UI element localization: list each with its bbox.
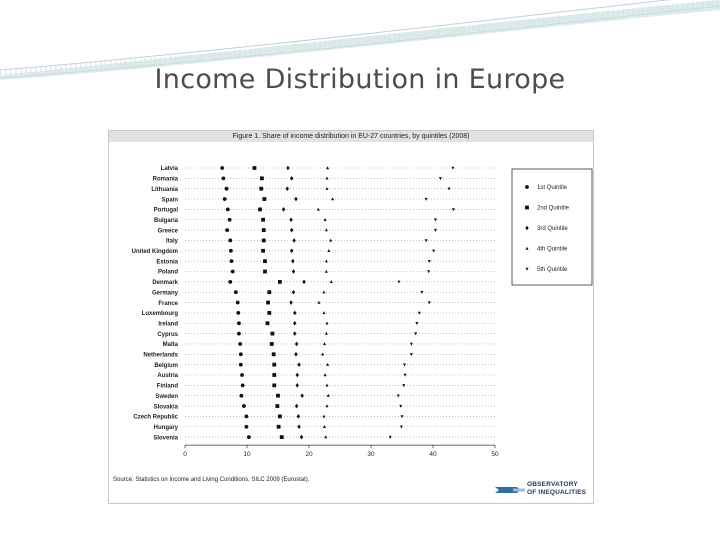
data-point [292, 238, 295, 243]
data-point [418, 312, 421, 315]
data-point [282, 207, 285, 212]
data-point [262, 228, 266, 232]
country-label: Luxembourg [141, 311, 178, 318]
data-point [236, 311, 240, 315]
slide-title: Income Distribution in Europe [154, 64, 566, 95]
country-label: Greece [157, 228, 178, 235]
data-point [261, 249, 265, 253]
data-point [330, 280, 333, 283]
x-tick-label: 30 [367, 451, 375, 459]
data-point [451, 167, 454, 170]
data-point [262, 239, 266, 243]
data-point [226, 208, 230, 212]
country-label: Sweden [155, 393, 178, 400]
data-point [295, 342, 298, 347]
data-point [325, 177, 328, 180]
country-label: United Kingdom [131, 249, 178, 255]
data-point [239, 363, 243, 367]
data-point [220, 166, 224, 170]
data-point [223, 197, 227, 201]
country-label: Bulgaria [153, 217, 178, 224]
country-label: Czech Republic [133, 414, 178, 421]
data-point [242, 404, 246, 408]
data-point [267, 311, 271, 315]
data-point [222, 176, 226, 180]
data-point [228, 218, 232, 222]
data-point [425, 198, 428, 201]
data-point [325, 321, 328, 324]
data-point [259, 187, 263, 191]
country-label: Cyprus [157, 331, 178, 338]
data-point [292, 290, 295, 295]
data-point [293, 331, 296, 336]
country-label: Slovenia [153, 435, 178, 442]
data-point [253, 166, 257, 170]
data-point [272, 352, 276, 356]
data-point [260, 176, 264, 180]
data-point [297, 414, 300, 419]
country-label: Ireland [158, 321, 178, 328]
country-label: Lithuania [151, 186, 178, 193]
data-point [229, 249, 233, 253]
data-point [300, 393, 303, 398]
logo-line-1: OBSERVATORY [527, 481, 578, 488]
quintile-dot-chart [109, 131, 593, 476]
x-tick-label: 50 [491, 451, 499, 459]
x-tick-label: 40 [429, 451, 437, 459]
data-point [228, 280, 232, 284]
data-point [292, 269, 295, 274]
data-point [293, 311, 296, 316]
data-point [237, 332, 241, 336]
data-point [266, 301, 270, 305]
data-point [322, 290, 325, 293]
data-point [263, 270, 267, 274]
observatory-logo-text [527, 481, 586, 497]
country-label: Finland [156, 383, 178, 390]
country-label: Austria [157, 373, 178, 380]
data-point [291, 259, 294, 264]
data-point [325, 404, 328, 407]
country-label: Latvia [160, 166, 178, 173]
logo-line-2: OF INEQUALITIES [527, 489, 587, 496]
country-label: Italy [165, 238, 178, 245]
data-point [293, 321, 296, 326]
legend-label: 5th Quintile [537, 267, 568, 274]
data-point [225, 187, 229, 191]
data-point [290, 249, 293, 254]
data-point [297, 424, 300, 429]
country-label: Malta [162, 342, 178, 349]
country-label: Portugal [153, 207, 178, 214]
country-label: Romania [152, 176, 178, 183]
data-point [230, 259, 234, 263]
data-point [272, 363, 276, 367]
data-point [278, 280, 282, 284]
observatory-logo [495, 479, 591, 501]
data-point [434, 219, 437, 222]
country-label: Germany [151, 290, 178, 297]
data-point [325, 228, 328, 231]
data-point [272, 373, 276, 377]
data-point [322, 415, 325, 418]
data-point [258, 208, 262, 212]
data-point [325, 332, 328, 335]
data-point [263, 259, 267, 263]
data-point [286, 166, 289, 171]
data-point [276, 394, 280, 398]
country-label: Hungary [153, 424, 178, 431]
data-point [277, 425, 281, 429]
legend-label: 4th Quintile [537, 246, 568, 253]
data-point [240, 394, 244, 398]
data-point [322, 311, 325, 314]
data-point [272, 383, 276, 387]
data-point [415, 322, 418, 325]
data-point [239, 352, 243, 356]
data-point [325, 270, 328, 273]
data-point [247, 435, 251, 439]
x-tick-label: 0 [183, 451, 187, 459]
data-point [428, 260, 431, 263]
data-point [289, 300, 292, 305]
legend-marker [525, 185, 529, 189]
legend-label: 1st Quintile [537, 185, 568, 192]
data-point [271, 332, 275, 336]
observatory-logo-mark [495, 485, 525, 495]
data-point [270, 342, 274, 346]
data-point [297, 362, 300, 367]
data-point [401, 415, 404, 418]
data-point [400, 426, 403, 429]
legend-label: 3rd Quintile [537, 226, 568, 233]
data-point [324, 435, 327, 438]
data-point [439, 177, 442, 180]
data-point [294, 197, 297, 202]
country-label: Slovakia [153, 404, 178, 411]
country-label: Poland [157, 269, 178, 276]
data-point [261, 218, 265, 222]
data-point [290, 228, 293, 233]
data-point [231, 270, 235, 274]
country-label: Spain [161, 197, 178, 204]
data-point [295, 404, 298, 409]
data-point [427, 270, 430, 273]
country-label: Belgium [154, 362, 178, 369]
data-point [325, 187, 328, 190]
data-point [327, 394, 330, 397]
data-point [237, 321, 241, 325]
data-point [294, 352, 297, 357]
data-point [432, 250, 435, 253]
data-point [228, 239, 232, 243]
data-point [399, 405, 402, 408]
data-point [425, 239, 428, 242]
data-point [300, 435, 303, 440]
country-label: France [158, 300, 178, 307]
data-point [244, 425, 248, 429]
data-point [331, 197, 334, 200]
figure-caption: Figure 1. Share of income distribution in EU-27 countries, by quintiles (2008) [109, 131, 593, 142]
data-point [290, 176, 293, 181]
figure-panel [108, 130, 594, 504]
data-point [244, 415, 248, 419]
x-tick-label: 10 [243, 451, 251, 459]
data-point [296, 383, 299, 388]
legend-marker [525, 206, 529, 210]
data-point [448, 188, 451, 191]
data-point [302, 280, 305, 285]
data-point [397, 281, 400, 284]
data-point [236, 301, 240, 305]
data-point [296, 373, 299, 378]
data-point [241, 383, 245, 387]
country-label: Netherlands [143, 352, 178, 359]
data-point [240, 373, 244, 377]
data-point [262, 197, 266, 201]
country-label: Denmark [152, 280, 178, 287]
data-point [225, 228, 229, 232]
data-point [275, 404, 279, 408]
data-point [325, 259, 328, 262]
data-point [267, 290, 271, 294]
data-point [403, 363, 406, 366]
data-point [266, 321, 270, 325]
source-note: Source: Statistics on Income and Living Conditions, SILC 2009 (Eurostat). [113, 477, 310, 483]
country-label: Estonia [156, 259, 178, 266]
data-point [280, 435, 284, 439]
data-point [234, 290, 238, 294]
legend-label: 2nd Quintile [537, 205, 570, 212]
data-point [278, 415, 282, 419]
data-point [238, 342, 242, 346]
data-point [397, 395, 400, 398]
data-point [286, 186, 289, 191]
data-point [325, 384, 328, 387]
data-point [289, 217, 292, 222]
data-point [326, 166, 329, 169]
x-tick-label: 20 [305, 451, 313, 459]
